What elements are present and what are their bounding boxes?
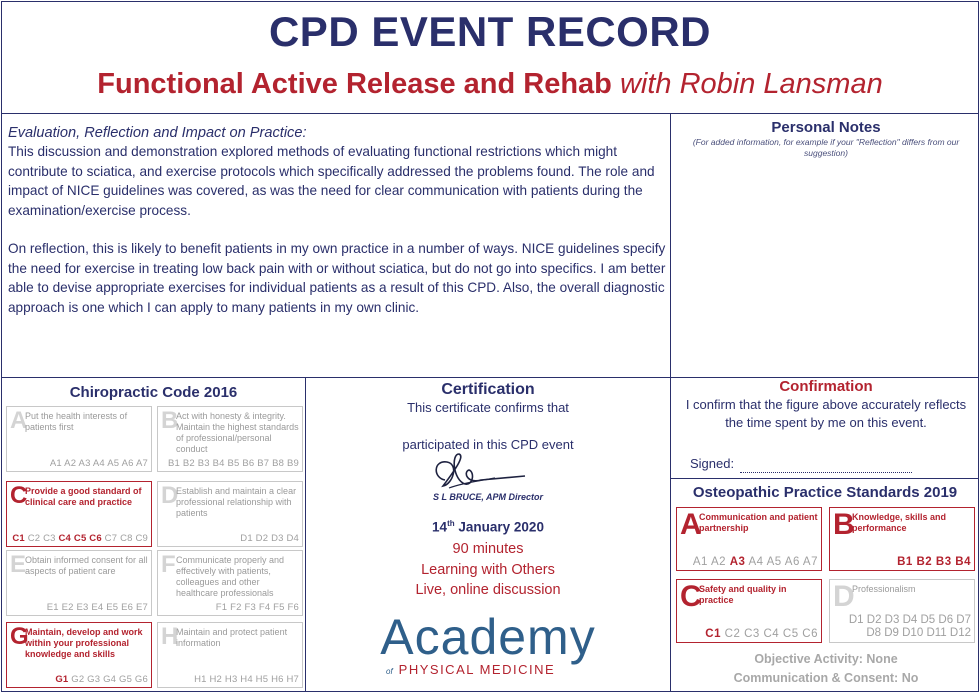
chiro-box-codes [47, 602, 148, 613]
academy-logo: Academy [380, 609, 596, 665]
standard-code: A4 [92, 458, 105, 469]
standard-code: E5 [106, 602, 119, 613]
chiro-box-letter: A [10, 407, 28, 434]
standard-code: B2 [916, 556, 933, 568]
standard-code: A2 [64, 458, 77, 469]
standard-code: D9 [884, 627, 899, 639]
standard-code: G2 [71, 674, 85, 685]
standard-code: D5 [920, 614, 936, 626]
standard-code: D3 [884, 614, 900, 626]
chiro-box-f [157, 550, 303, 616]
chiro-box-description: Provide a good standard of clinical care and practice [25, 486, 142, 507]
ops-box-codes [897, 556, 971, 568]
signature-graphic [425, 450, 535, 494]
standard-code: F5 [273, 602, 285, 613]
chiro-box-codes [50, 458, 148, 469]
standard-code: D10 [902, 627, 924, 639]
chiro-box-codes [12, 533, 148, 544]
standard-code: B4 [212, 458, 225, 469]
ops-box-letter: A [680, 508, 702, 541]
signed-label: Signed: [690, 456, 735, 471]
ops-box-description: Safety and quality in practice [699, 584, 787, 605]
ops-box-a [676, 507, 822, 571]
cpd-format: Live, online discussion [415, 582, 561, 598]
standard-code: G1 [55, 674, 69, 685]
standard-code: C3 [744, 628, 760, 640]
cert-line-2: participated in this CPD event [402, 437, 574, 452]
chiro-box-letter: H [161, 623, 179, 650]
ops-box-description: Knowledge, skills and performance [852, 512, 947, 533]
chiro-box-b [157, 406, 303, 472]
standard-code: C6 [89, 533, 102, 544]
chiro-box-codes [168, 458, 299, 469]
personal-notes-subtitle: (For added information, for example if your "Reflection" differs from our suggestion) [692, 137, 960, 158]
ops-title: Osteopathic Practice Standards 2019 [692, 484, 958, 501]
chiro-box-description: Communicate properly and effectively with patients, colleagues and other healthcare professionals [176, 555, 285, 598]
chiro-box-codes [55, 674, 148, 685]
course-title [0, 68, 980, 101]
standard-code: B4 [955, 556, 971, 568]
standard-code: C5 [73, 533, 87, 544]
standard-code: H3 [224, 674, 238, 685]
standard-code: D3 [271, 533, 284, 544]
standard-code: E6 [121, 602, 134, 613]
standard-code: C1 [12, 533, 25, 544]
standard-code: F4 [258, 602, 271, 613]
standard-code: B7 [257, 458, 270, 469]
standard-code: A6 [784, 556, 800, 568]
standard-code: D6 [938, 614, 954, 626]
standard-code: F2 [230, 602, 242, 613]
standard-code: D2 [255, 533, 269, 544]
standard-code: G3 [87, 674, 101, 685]
chiro-box-description: Maintain and protect patient information [176, 627, 288, 648]
chiro-box-codes [194, 674, 299, 685]
chiro-box-a [6, 406, 152, 472]
standard-code: A5 [107, 458, 120, 469]
chiro-box-description: Act with honesty & integrity. Maintain the highest standards of professional/personal conduct [176, 411, 299, 454]
standard-code: C5 [782, 628, 799, 640]
page-title: CPD EVENT RECORD [268, 8, 712, 55]
standard-code: G6 [134, 674, 148, 685]
standard-code: B1 [167, 458, 180, 469]
chiro-box-d [157, 481, 303, 547]
chiro-box-letter: F [161, 551, 176, 578]
ops-box-letter: D [833, 580, 855, 613]
standard-code: C9 [135, 533, 148, 544]
standard-code: A5 [766, 556, 782, 568]
chiro-box-letter: E [10, 551, 27, 578]
standard-code: A1 [49, 458, 62, 469]
chiro-box-letter: G [10, 623, 29, 650]
chiro-box-description: Obtain informed consent for all aspects of patient care [25, 555, 148, 576]
standard-code: A7 [802, 556, 818, 568]
chiro-box-codes [216, 602, 299, 613]
academy-logo-sub: of PHYSICAL MEDICINE [386, 662, 556, 677]
evaluation-heading: Evaluation, Reflection and Impact on Practice: [8, 125, 307, 141]
chiro-box-codes [240, 533, 299, 544]
standard-code: B9 [286, 458, 299, 469]
divider-top [1, 113, 979, 114]
standard-code: E1 [46, 602, 59, 613]
chiro-box-g [6, 622, 152, 688]
chiro-box-h [157, 622, 303, 688]
course-name: Functional Active Release and Rehab [97, 68, 612, 100]
chiro-box-letter: D [161, 482, 179, 509]
duration: 90 minutes [452, 541, 524, 557]
standard-code: G5 [119, 674, 133, 685]
standard-code: B3 [935, 556, 952, 568]
standard-code: A2 [710, 556, 727, 568]
standard-code: F6 [287, 602, 299, 613]
ops-box-letter: C [680, 580, 702, 613]
standard-code: C4 [763, 628, 780, 640]
standard-code: C3 [43, 533, 56, 544]
chiro-box-letter: C [10, 482, 28, 509]
cpd-type: Learning with Others [421, 562, 555, 578]
standard-code: C2 [27, 533, 41, 544]
standard-code: A3 [78, 458, 91, 469]
chiro-box-letter: B [161, 407, 179, 434]
objective-activity: Objective Activity: None [754, 652, 898, 666]
chiro-code-title: Chiropractic Code 2016 [69, 384, 238, 401]
standard-code: A4 [748, 556, 764, 568]
ops-box-letter: B [833, 508, 855, 541]
standard-code: H7 [286, 674, 299, 685]
standard-code: E3 [76, 602, 89, 613]
standard-code: C1 [705, 628, 721, 640]
confirmation-text: I confirm that the figure above accurately reflects the time spent by me on this event. [685, 397, 967, 430]
standard-code: A3 [729, 556, 746, 568]
confirmation-title: Confirmation [779, 378, 873, 395]
evaluation-para-1: This discussion and demonstration explored methods of evaluating functional restrictions which might contribute to sciatica, and exercise protocols which specifically addressed the problems found. The role and impact of NICE guidelines was covered, as was the need for clear communication with patients during the examination/exercise process. [8, 144, 655, 218]
standard-code: D4 [286, 533, 299, 544]
divider-notes [670, 113, 671, 692]
standard-code: D4 [902, 614, 918, 626]
standard-code: H2 [209, 674, 223, 685]
personal-notes-title: Personal Notes [771, 119, 881, 136]
standard-code: B2 [182, 458, 195, 469]
standard-code: D2 [866, 614, 882, 626]
ops-box-codes [831, 614, 971, 640]
ops-box-c [676, 579, 822, 643]
standard-code: E2 [61, 602, 74, 613]
standard-code: G4 [103, 674, 117, 685]
standard-code: H6 [271, 674, 284, 685]
standard-code: D12 [949, 627, 971, 639]
standard-code: B3 [197, 458, 210, 469]
chiro-box-description: Maintain, develop and work within your professional knowledge and skills [25, 627, 143, 659]
standard-code: F3 [244, 602, 256, 613]
standard-code: D1 [848, 614, 864, 626]
standard-code: A6 [121, 458, 134, 469]
evaluation-section [8, 124, 668, 336]
certification-title: Certification [441, 381, 535, 398]
standard-code: E7 [135, 602, 148, 613]
standard-code: H4 [240, 674, 253, 685]
cert-line-1: This certificate confirms that [407, 400, 569, 415]
standard-code: A7 [135, 458, 148, 469]
standard-code: E4 [91, 602, 104, 613]
standard-code: C2 [724, 628, 741, 640]
event-date: 14th January 2020 [432, 519, 544, 535]
standard-code: B1 [897, 556, 913, 568]
signature-line[interactable] [740, 472, 912, 473]
standard-code: B8 [272, 458, 285, 469]
evaluation-para-2: On reflection, this is likely to benefit patients in my own practice in a number of ways. NICE guidelines specify the need for exercise in treating low back pain with or without sciatica, but do not go into specifics. I am better able to devise appropriate exercises for individual patients as a result of this CPD. Also, the overall diagnostic approach is one which I can apply to many patients in my own clinic. [8, 241, 666, 315]
standard-code: D1 [240, 533, 253, 544]
chiro-box-description: Establish and maintain a clear professional relationship with patients [176, 486, 297, 518]
chiro-box-c [6, 481, 152, 547]
chiro-box-description: Put the health interests of patients first [25, 411, 128, 432]
standard-code: B6 [242, 458, 255, 469]
communication-consent: Communication & Consent: No [733, 671, 919, 685]
standard-code: C7 [104, 533, 118, 544]
standard-code: C4 [58, 533, 72, 544]
standard-code: B5 [227, 458, 240, 469]
standard-code: C8 [120, 533, 133, 544]
ops-box-description: Professionalism [852, 584, 916, 594]
chiro-box-e [6, 550, 152, 616]
standard-code: D7 [956, 614, 971, 626]
ops-box-description: Communication and patient partnership [699, 512, 818, 533]
ops-box-codes [705, 628, 818, 640]
standard-code: C6 [802, 628, 818, 640]
ops-box-codes [693, 556, 818, 568]
standard-code: H1 [194, 674, 207, 685]
standard-code: A1 [692, 556, 708, 568]
standard-code: H5 [255, 674, 269, 685]
ops-box-b [829, 507, 975, 571]
presenter: with Robin Lansman [619, 68, 883, 100]
standard-code: F1 [215, 602, 228, 613]
divider-ops [670, 478, 979, 479]
standard-code: D11 [926, 627, 947, 639]
ops-box-d [829, 579, 975, 643]
signatory: S L BRUCE, APM Director [432, 492, 544, 502]
standard-code: D8 [866, 627, 882, 639]
